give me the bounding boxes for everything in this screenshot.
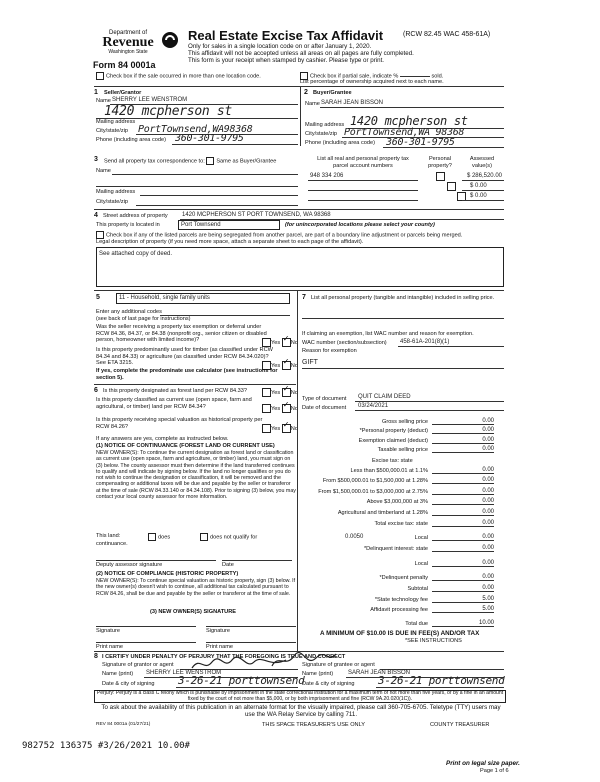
assessed-value-1[interactable]: $ 286,520.00 bbox=[466, 173, 502, 179]
correspondence-city-label: City/state/zip bbox=[96, 199, 129, 205]
section-5-number: 5 bbox=[96, 294, 100, 301]
exemption-yes-checkbox[interactable] bbox=[262, 338, 271, 347]
buyer-mailing-handwritten[interactable]: 1420 mcpherson st bbox=[350, 114, 468, 128]
local-rate: 0.0050 bbox=[345, 534, 364, 540]
page-title: Real Estate Excise Tax Affidavit bbox=[188, 28, 384, 43]
gross-price-label: Gross selling price bbox=[381, 419, 428, 425]
does-not-checkbox[interactable] bbox=[200, 533, 208, 541]
multi-location-checkbox-row bbox=[96, 72, 261, 80]
correspondence-label: Send all property tax correspondence to: bbox=[104, 158, 205, 165]
bracket-5-value[interactable]: 0.00 bbox=[432, 509, 494, 516]
owner-signature-label-1: Signature bbox=[96, 628, 120, 634]
no-label: No bbox=[290, 339, 298, 346]
deputy-date-label: Date bbox=[222, 562, 234, 568]
penalty-value[interactable]: 0.00 bbox=[432, 574, 494, 581]
street-address-label: Street address of property bbox=[103, 213, 168, 219]
no-label: No bbox=[290, 425, 298, 432]
grantee-print-name[interactable]: SARAH JEAN BISSON bbox=[348, 670, 411, 676]
bracket-1-value[interactable]: 0.00 bbox=[432, 467, 494, 474]
owner-print-label-2: Print name bbox=[206, 644, 234, 650]
grantee-date-line bbox=[376, 687, 504, 688]
assessed-header-line1: Assessed bbox=[469, 156, 495, 162]
note-3: This form is your receipt when stamped by cashier. Please type or print. bbox=[188, 57, 385, 65]
dept-line: Department of bbox=[108, 30, 148, 36]
section-7-number: 7 bbox=[302, 294, 306, 301]
does-checkbox[interactable] bbox=[148, 533, 156, 541]
affidavit-fee-value[interactable]: 5.00 bbox=[432, 606, 494, 613]
correspondence-city-line bbox=[136, 205, 298, 206]
treasurer-use-label: THIS SPACE TREASURER'S USE ONLY bbox=[262, 722, 366, 728]
grantor-date-line bbox=[176, 687, 298, 688]
personal-deduct-label: *Personal property (deduct) bbox=[359, 428, 428, 434]
section-divider-vertical bbox=[300, 87, 301, 146]
state-line: Washington State bbox=[108, 49, 148, 55]
seller-name-label: Name bbox=[96, 98, 111, 104]
delinquent-state-label: *Delinquent interest: state bbox=[363, 546, 428, 552]
correspondence-name-line bbox=[112, 174, 298, 175]
bracket-3-label: From $1,500,000.01 to $3,000,000 at 2.75% bbox=[318, 489, 428, 495]
same-as-buyer-label: Same as Buyer/Grantee bbox=[216, 158, 277, 165]
seller-mailing-handwritten[interactable]: 1420 mcpherson st bbox=[104, 104, 232, 119]
legal-paper-note: Print on legal size paper. bbox=[446, 760, 520, 767]
location-select[interactable]: Port Townsend bbox=[178, 220, 280, 230]
legal-description-box[interactable] bbox=[96, 247, 504, 287]
grantor-print-name[interactable]: SHERRY LEE WENSTROM bbox=[146, 670, 222, 676]
personal-property-checkbox-1[interactable] bbox=[436, 172, 445, 181]
partial-sale-label: Check box if partial sale, indicate % bbox=[310, 73, 399, 80]
subtotal-value[interactable]: 0.00 bbox=[432, 585, 494, 592]
this-land-label: This land: bbox=[96, 533, 121, 539]
assessed-value-3[interactable]: $ 0.00 bbox=[470, 193, 487, 199]
grantor-print-label: Name (print) bbox=[102, 671, 134, 677]
personal-header bbox=[425, 156, 455, 169]
grantor-date-label: Date & city of signing bbox=[102, 681, 155, 687]
document-date-label: Date of document bbox=[302, 405, 347, 411]
deputy-signature-label: Deputy assessor signature bbox=[96, 562, 163, 568]
grantee-print-label: Name (print) bbox=[302, 671, 334, 677]
forest-yes-no bbox=[262, 388, 298, 397]
section-3-number: 3 bbox=[94, 156, 98, 163]
located-label: This property is located in bbox=[96, 222, 160, 228]
owner-signature-label-2: Signature bbox=[206, 628, 230, 634]
total-due-label: Total due bbox=[405, 621, 428, 627]
current-use-question: Is this property classified as current use (open space, farm and agricultural, or timber) land per RCW 84.34? bbox=[96, 397, 252, 410]
partial-percent-field[interactable] bbox=[400, 76, 430, 77]
revenue-logo bbox=[88, 30, 168, 55]
yes-label: Yes bbox=[271, 425, 281, 432]
correspondence-mailing-line bbox=[140, 195, 298, 196]
answer-note: If any answers are yes, complete as instructed below. bbox=[96, 436, 229, 442]
yes-label: Yes bbox=[271, 405, 281, 412]
sold-label: sold. bbox=[431, 73, 444, 80]
buyer-phone-label: Phone (including area code) bbox=[305, 140, 375, 146]
subtotal-label: Subtotal bbox=[407, 586, 428, 592]
total-state-label: Total excise tax: state bbox=[374, 521, 428, 527]
perjury-box bbox=[94, 690, 506, 703]
current-use-yes-checkbox[interactable] bbox=[262, 404, 271, 413]
buyer-city-label: City/state/zip bbox=[305, 131, 338, 137]
exemption-yes-no bbox=[262, 338, 298, 347]
see-back-note: (see back of last page for instructions) bbox=[96, 316, 191, 322]
assessed-line-1 bbox=[462, 180, 504, 181]
no-label: No bbox=[290, 389, 298, 396]
wac-label: WAC number (section/subsection) bbox=[302, 340, 387, 346]
delinquent-local-value[interactable]: 0.00 bbox=[432, 560, 494, 567]
local-label: Local bbox=[414, 535, 428, 541]
document-type-line bbox=[355, 401, 504, 402]
section-6-divider bbox=[94, 384, 296, 385]
personal-property-checkbox-2[interactable] bbox=[447, 182, 456, 191]
owner-signature-line-1 bbox=[96, 626, 196, 627]
minimum-fee-note: A MINIMUM OF $10.00 IS DUE IN FEE(S) AND/OR TAX bbox=[320, 630, 480, 637]
seller-phone[interactable]: 360-301-9795 bbox=[175, 133, 244, 144]
yes-label: Yes bbox=[271, 362, 281, 369]
personal-header-line2: property? bbox=[428, 162, 452, 169]
exemption-deduct-value[interactable]: 0.00 bbox=[432, 437, 494, 444]
owner-print-label-1: Print name bbox=[96, 644, 124, 650]
parcel-header bbox=[308, 156, 418, 169]
local-value[interactable]: 0.00 bbox=[432, 534, 494, 541]
grantee-date-city[interactable]: 3-26-21 porttownsend bbox=[378, 674, 505, 687]
grantee-date-label: Date & city of signing bbox=[302, 681, 355, 687]
exemption-question: Was the seller receiving a property tax exemption or deferral under RCW 84.36, 84.37, or 84.38 (nonprofit org., senior citizen or disabled person, homeowner with limited income)? bbox=[96, 324, 267, 344]
segregated-checkbox[interactable] bbox=[96, 231, 104, 239]
total-due-value[interactable]: 10.00 bbox=[432, 620, 494, 627]
bracket-4-value[interactable]: 0.00 bbox=[432, 498, 494, 505]
bracket-1-label: Less than $500,000.01 at 1.1% bbox=[350, 468, 428, 474]
correspondence-mailing-label: Mailing address bbox=[96, 189, 136, 195]
rcw-reference: (RCW 82.45 WAC 458-61A) bbox=[403, 31, 491, 38]
assessed-line-3 bbox=[462, 200, 504, 201]
assessed-value-2[interactable]: $ 0.00 bbox=[470, 183, 487, 189]
multi-location-checkbox[interactable] bbox=[96, 72, 104, 80]
buyer-heading: Buyer/Grantee bbox=[313, 90, 352, 96]
certify-statement: I CERTIFY UNDER PENALTY OF PERJURY THAT THE FOREGOING IS TRUE AND CORRECT bbox=[102, 654, 346, 660]
taxable-price-label: Taxable selling price bbox=[377, 447, 428, 453]
no-label: No bbox=[290, 362, 298, 369]
exemption-no-checkbox[interactable] bbox=[282, 338, 291, 347]
section-6-number: 6 bbox=[94, 387, 98, 394]
street-address[interactable]: 1420 MCPHERSON ST PORT TOWNSEND, WA 98368 bbox=[182, 212, 331, 218]
reason-label: Reason for exemption bbox=[302, 348, 357, 354]
segregated-label: Check box if any of the listed parcels are being segregated from another parcel, are part of a boundary line adjustment or parcels being merged. bbox=[106, 232, 463, 239]
personal-property-heading: List all personal property (tangible and intangible) included in selling price. bbox=[311, 295, 495, 301]
compliance-body: NEW OWNER(S): To continue special valuation as historic property, sign (3) below. If the new owner(s) doesn't wish to continue, all additional tax calculated pursuant to RCW 84.26, shall be due and payable by the seller or transferor at the time of sale. bbox=[96, 578, 296, 597]
buyer-phone-line bbox=[383, 147, 504, 148]
does-label: does bbox=[158, 534, 171, 541]
personal-deduct-value[interactable]: 0.00 bbox=[432, 427, 494, 434]
correspondence-heading bbox=[104, 157, 276, 165]
grantee-signature-label: Signature of grantee or agent bbox=[302, 662, 375, 668]
reason-line bbox=[302, 368, 504, 369]
predominate-use-note: If yes, complete the predominate use calculator (see instructions for section 5). bbox=[96, 368, 278, 381]
historic-no-checkbox[interactable] bbox=[282, 424, 291, 433]
revision-label: REV 84 0001a (01/27/21) bbox=[96, 722, 151, 727]
section-8-number: 8 bbox=[94, 653, 98, 660]
perjury-text: Perjury: Perjury is a class C felony which is punishable by imprisonment in the state correctional institution for a maximum term of not more than five years, or by a fine in an amount fixed by the court of not more than $5,000, or by both imprisonment and fine (RCW 9A.20.020(1C)). bbox=[96, 690, 504, 702]
parcel-line-3 bbox=[308, 200, 418, 201]
excise-state-label: Excise tax: state bbox=[372, 458, 413, 464]
additional-codes-label: Enter any additional codes bbox=[96, 309, 162, 315]
legal-description-text: See attached copy of deed. bbox=[99, 251, 173, 257]
penalty-label: *Delinquent penalty bbox=[379, 575, 428, 581]
revenue-swirl-icon bbox=[160, 30, 180, 50]
buyer-name-line bbox=[320, 107, 504, 108]
seller-phone-label: Phone (including area code) bbox=[96, 137, 166, 143]
assessed-line-2 bbox=[462, 190, 504, 191]
exemption-reason[interactable]: GIFT bbox=[302, 359, 318, 366]
see-instructions: *SEE INSTRUCTIONS bbox=[405, 638, 462, 644]
page-number: Page 1 of 6 bbox=[480, 768, 509, 774]
buyer-mailing-label: Mailing address bbox=[305, 122, 345, 128]
forest-land-question: Is this property designated as forest land per RCW 84.33? bbox=[103, 388, 247, 394]
seller-city[interactable]: PortTownsend,WA98368 bbox=[138, 124, 253, 135]
list-percentage-note: List percentage of ownership acquired next to each name. bbox=[300, 79, 444, 85]
multi-location-label: Check box if the sale occurred in more than one location code. bbox=[106, 73, 261, 80]
document-type[interactable]: QUIT CLAIM DEED bbox=[358, 394, 411, 400]
deputy-date-line bbox=[222, 560, 292, 561]
section-5-divider bbox=[94, 290, 504, 291]
exemption-deduct-label: Exemption claimed (deduct) bbox=[358, 438, 428, 444]
assessed-header-line2: value(s) bbox=[472, 162, 492, 169]
gross-price-value[interactable]: 0.00 bbox=[432, 418, 494, 425]
document-date[interactable]: 03/24/2021 bbox=[358, 403, 389, 409]
delinquent-state-value[interactable]: 0.00 bbox=[432, 545, 494, 552]
continuance-label: continuance. bbox=[96, 541, 128, 547]
segregated-row bbox=[96, 231, 462, 239]
buyer-city[interactable]: PortTownsend,WA 98368 bbox=[344, 127, 465, 138]
current-use-yes-no bbox=[262, 404, 298, 413]
bracket-2-label: From $500,000.01 to $1,500,000 at 1.28% bbox=[322, 478, 428, 484]
assessed-header bbox=[462, 156, 502, 169]
no-label: No bbox=[290, 405, 298, 412]
document-date-line bbox=[355, 410, 504, 411]
parcel-header-line2: parcel account numbers bbox=[333, 162, 393, 169]
same-as-buyer-checkbox[interactable] bbox=[206, 157, 214, 165]
seller-name[interactable]: SHERRY LEE WENSTROM bbox=[112, 97, 188, 103]
does-option bbox=[148, 533, 170, 541]
grantor-signature-label: Signature of grantor or agent bbox=[102, 662, 174, 668]
timber-question: Is this property predominantly used for timber (as classified under RCW 84.34 and 84.33) or agriculture (as classified under RCW 84.34.020)? See ETA 3215. bbox=[96, 347, 273, 367]
tech-fee-label: *State technology fee bbox=[374, 597, 428, 603]
bracket-3-value[interactable]: 0.00 bbox=[432, 488, 494, 495]
affidavit-fee-label: Affidavit processing fee bbox=[370, 607, 428, 613]
does-not-option bbox=[200, 533, 257, 541]
parcel-line-1 bbox=[308, 180, 418, 181]
new-owner-signature-heading: (3) NEW OWNER(S) SIGNATURE bbox=[150, 609, 236, 615]
land-use-code-select[interactable]: 11 - Household, single family units bbox=[116, 293, 290, 304]
taxable-price-value[interactable]: 0.00 bbox=[432, 446, 494, 453]
unincorporated-note: (for unincorporated locations please select your county) bbox=[285, 222, 435, 228]
personal-header-line1: Personal bbox=[428, 156, 452, 162]
section-2-number: 2 bbox=[304, 89, 308, 96]
correspondence-blank-line bbox=[96, 186, 298, 187]
correspondence-name-label: Name bbox=[96, 168, 111, 174]
owner-print-line-1 bbox=[96, 642, 196, 643]
historic-yes-no bbox=[262, 424, 298, 433]
column-divider bbox=[297, 291, 298, 651]
wac-line bbox=[398, 346, 504, 347]
forest-no-checkbox[interactable] bbox=[282, 388, 291, 397]
continuance-body: NEW OWNER(S): To continue the current designation as forest land or classification as current use (open space, farm and agriculture, or timber) land, you must sign on (3) below. The county assessor must then determine if the land transferred continues to qualify and will indicate by signing below. If the land no longer qualifies or you do not wish to continue the designation or classification, it will be removed and the compensating or additional taxes will be due and payable by the seller or transferor at the time of sale (RCW 84.33.140 or 84.34.108). Prior to signing (3) below, you may contact your local county assessor for more information. bbox=[96, 450, 296, 501]
document-type-label: Type of document bbox=[302, 396, 347, 402]
deputy-signature-line bbox=[96, 560, 216, 561]
personal-property-line bbox=[302, 318, 504, 319]
owner-signature-line-2 bbox=[206, 626, 296, 627]
bracket-5-label: Agricultural and timberland at 1.28% bbox=[337, 510, 428, 516]
seller-heading: Seller/Grantor bbox=[104, 90, 142, 96]
forest-yes-checkbox[interactable] bbox=[262, 388, 271, 397]
seller-mailing-label: Mailing address bbox=[96, 119, 136, 125]
historic-question: Is this property receiving special valuation as historical property per RCW 84.26? bbox=[96, 417, 263, 430]
buyer-name-label: Name bbox=[305, 101, 320, 107]
total-state-value[interactable]: 0.00 bbox=[432, 520, 494, 527]
yes-label: Yes bbox=[271, 339, 281, 346]
note-1: Only for sales in a single location code on or after January 1, 2020. bbox=[188, 43, 372, 50]
grantor-date-city[interactable]: 3-26-21 porttownsend bbox=[178, 674, 305, 687]
delinquent-local-label: Local bbox=[414, 561, 428, 567]
claiming-note: If claiming an exemption, list WAC number and reason for exemption. bbox=[302, 331, 474, 337]
historic-yes-checkbox[interactable] bbox=[262, 424, 271, 433]
buyer-phone[interactable]: 360-301-9795 bbox=[386, 137, 455, 148]
seller-phone-line bbox=[172, 144, 298, 145]
grantee-signature[interactable] bbox=[270, 652, 340, 670]
compliance-heading: (2) NOTICE OF COMPLIANCE (HISTORIC PROPERTY) bbox=[96, 571, 239, 577]
parcel-header-line1: List all real and personal property tax bbox=[317, 156, 409, 162]
section-1-number: 1 bbox=[94, 89, 98, 96]
parcel-number[interactable]: 948 334 206 bbox=[310, 173, 344, 179]
continuance-heading: (1) NOTICE OF CONTINUANCE (FOREST LAND OR CURRENT USE) bbox=[96, 443, 275, 449]
yes-label: Yes bbox=[271, 389, 281, 396]
legal-description-label: Legal description of property (if you need more space, attach a separate sheet to each page of the affidavit). bbox=[96, 239, 364, 245]
county-treasurer-label: COUNTY TREASURER bbox=[430, 722, 490, 728]
section-4-divider bbox=[94, 209, 504, 210]
header-divider bbox=[94, 86, 504, 87]
section-4-number: 4 bbox=[94, 212, 98, 219]
cashier-stamp: 982752 136375 #3/26/2021 10.00# bbox=[22, 741, 190, 751]
wac-number[interactable]: 458-61A-201(8)(1) bbox=[400, 339, 450, 345]
note-2: This affidavit will not be accepted unless all areas on all pages are fully completed. bbox=[188, 50, 414, 58]
current-use-no-checkbox[interactable] bbox=[282, 404, 291, 413]
tech-fee-value[interactable]: 5.00 bbox=[432, 596, 494, 603]
buyer-name[interactable]: SARAH JEAN BISSON bbox=[321, 100, 384, 106]
does-not-label: does not qualify for bbox=[210, 534, 258, 541]
bracket-2-value[interactable]: 0.00 bbox=[432, 477, 494, 484]
form-number: Form 84 0001a bbox=[93, 60, 156, 70]
owner-print-line-2 bbox=[206, 642, 296, 643]
parcel-line-2 bbox=[308, 190, 418, 191]
revenue-wordmark: Revenue bbox=[102, 35, 154, 50]
bracket-4-label: Above $3,000,000 at 3% bbox=[366, 499, 428, 505]
seller-city-label: City/state/zip bbox=[96, 128, 129, 134]
availability-note: To ask about the availability of this publication in an alternate format for the visually impaired, please call 360-705-6705. Teletype (TTY) users may use the WA Relay Service by calling 711. bbox=[101, 704, 501, 718]
